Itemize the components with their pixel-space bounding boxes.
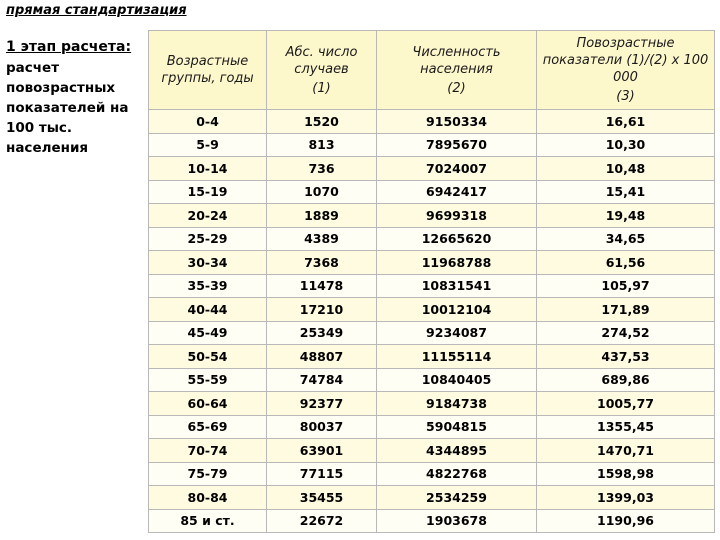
- cell-cases: 63901: [267, 439, 377, 463]
- cell-rate: 1399,03: [537, 486, 715, 510]
- cell-rate: 1355,45: [537, 415, 715, 439]
- step-panel: [6, 38, 148, 158]
- header-row: [149, 31, 715, 110]
- cell-age-group: 55-59: [149, 368, 267, 392]
- cell-cases: 17210: [267, 298, 377, 322]
- header-cases-text: Абс. число случаев: [285, 44, 358, 77]
- cell-population: 9699318: [377, 204, 537, 228]
- cell-rate: 10,48: [537, 157, 715, 181]
- cell-age-group: 35-39: [149, 274, 267, 298]
- cell-age-group: 15-19: [149, 180, 267, 204]
- cell-population: 6942417: [377, 180, 537, 204]
- step-description: расчет повозрастных показателей на 100 тыс. населения: [6, 60, 129, 156]
- cell-age-group: 60-64: [149, 392, 267, 416]
- table-header: [149, 31, 715, 110]
- table-row: [149, 509, 715, 533]
- table-row: [149, 133, 715, 157]
- cell-cases: 92377: [267, 392, 377, 416]
- cell-population: 7024007: [377, 157, 537, 181]
- cell-rate: 16,61: [537, 110, 715, 134]
- table-row: [149, 345, 715, 369]
- table-row: [149, 180, 715, 204]
- cell-population: 9150334: [377, 110, 537, 134]
- header-rates-number: (3): [616, 89, 635, 104]
- header-age-groups: [149, 31, 267, 110]
- table-body: [149, 110, 715, 533]
- table-row: [149, 439, 715, 463]
- cell-population: 10831541: [377, 274, 537, 298]
- cell-rate: 1598,98: [537, 462, 715, 486]
- cell-population: 1903678: [377, 509, 537, 533]
- cell-cases: 7368: [267, 251, 377, 275]
- cell-cases: 1070: [267, 180, 377, 204]
- cell-population: 10012104: [377, 298, 537, 322]
- cell-cases: 25349: [267, 321, 377, 345]
- table-row: [149, 462, 715, 486]
- cell-population: 12665620: [377, 227, 537, 251]
- cell-population: 4344895: [377, 439, 537, 463]
- cell-rate: 34,65: [537, 227, 715, 251]
- cell-rate: 1470,71: [537, 439, 715, 463]
- cell-age-group: 40-44: [149, 298, 267, 322]
- cell-population: 2534259: [377, 486, 537, 510]
- table-row: [149, 274, 715, 298]
- cell-age-group: 10-14: [149, 157, 267, 181]
- cell-age-group: 65-69: [149, 415, 267, 439]
- cell-age-group: 75-79: [149, 462, 267, 486]
- cell-population: 11968788: [377, 251, 537, 275]
- cell-age-group: 0-4: [149, 110, 267, 134]
- header-population-text: Численность населения: [412, 44, 501, 77]
- cell-rate: 15,41: [537, 180, 715, 204]
- header-population-number: (2): [447, 80, 466, 96]
- cell-rate: 689,86: [537, 368, 715, 392]
- header-cases: [267, 31, 377, 110]
- header-population: [377, 31, 537, 110]
- cell-rate: 171,89: [537, 298, 715, 322]
- cell-cases: 1889: [267, 204, 377, 228]
- header-age-groups-text: Возрастные группы, годы: [161, 54, 254, 86]
- cell-cases: 736: [267, 157, 377, 181]
- cell-rate: 274,52: [537, 321, 715, 345]
- cell-population: 5904815: [377, 415, 537, 439]
- cell-cases: 813: [267, 133, 377, 157]
- cell-rate: 437,53: [537, 345, 715, 369]
- cell-cases: 1520: [267, 110, 377, 134]
- table-row: [149, 392, 715, 416]
- cell-age-group: 80-84: [149, 486, 267, 510]
- cell-population: 4822768: [377, 462, 537, 486]
- cell-rate: 105,97: [537, 274, 715, 298]
- step-heading: 1 этап расчета:: [6, 39, 132, 55]
- cell-population: 7895670: [377, 133, 537, 157]
- cell-cases: 77115: [267, 462, 377, 486]
- table-row: [149, 368, 715, 392]
- table-row: [149, 486, 715, 510]
- table-row: [149, 251, 715, 275]
- cell-cases: 48807: [267, 345, 377, 369]
- cell-rate: 1190,96: [537, 509, 715, 533]
- cell-age-group: 25-29: [149, 227, 267, 251]
- cell-cases: 80037: [267, 415, 377, 439]
- cell-population: 9234087: [377, 321, 537, 345]
- table-row: [149, 157, 715, 181]
- cell-population: 11155114: [377, 345, 537, 369]
- cell-population: 10840405: [377, 368, 537, 392]
- cell-cases: 74784: [267, 368, 377, 392]
- cell-population: 9184738: [377, 392, 537, 416]
- cell-age-group: 30-34: [149, 251, 267, 275]
- cell-cases: 35455: [267, 486, 377, 510]
- cell-cases: 11478: [267, 274, 377, 298]
- cell-age-group: 85 и ст.: [149, 509, 267, 533]
- cell-rate: 1005,77: [537, 392, 715, 416]
- table-row: [149, 110, 715, 134]
- cell-rate: 61,56: [537, 251, 715, 275]
- cell-age-group: 5-9: [149, 133, 267, 157]
- header-cases-number: (1): [312, 80, 331, 96]
- table-row: [149, 298, 715, 322]
- cell-rate: 19,48: [537, 204, 715, 228]
- header-rates-text: Повозрастные показатели (1)/(2) х 100 000: [542, 36, 709, 85]
- cell-cases: 22672: [267, 509, 377, 533]
- table-row: [149, 321, 715, 345]
- cell-rate: 10,30: [537, 133, 715, 157]
- age-rates-table: [148, 30, 715, 533]
- cell-age-group: 70-74: [149, 439, 267, 463]
- page-title: прямая стандартизация: [6, 3, 187, 18]
- cell-age-group: 20-24: [149, 204, 267, 228]
- cell-cases: 4389: [267, 227, 377, 251]
- table-row: [149, 227, 715, 251]
- table-row: [149, 415, 715, 439]
- cell-age-group: 50-54: [149, 345, 267, 369]
- header-rates: [537, 31, 715, 110]
- table-row: [149, 204, 715, 228]
- cell-age-group: 45-49: [149, 321, 267, 345]
